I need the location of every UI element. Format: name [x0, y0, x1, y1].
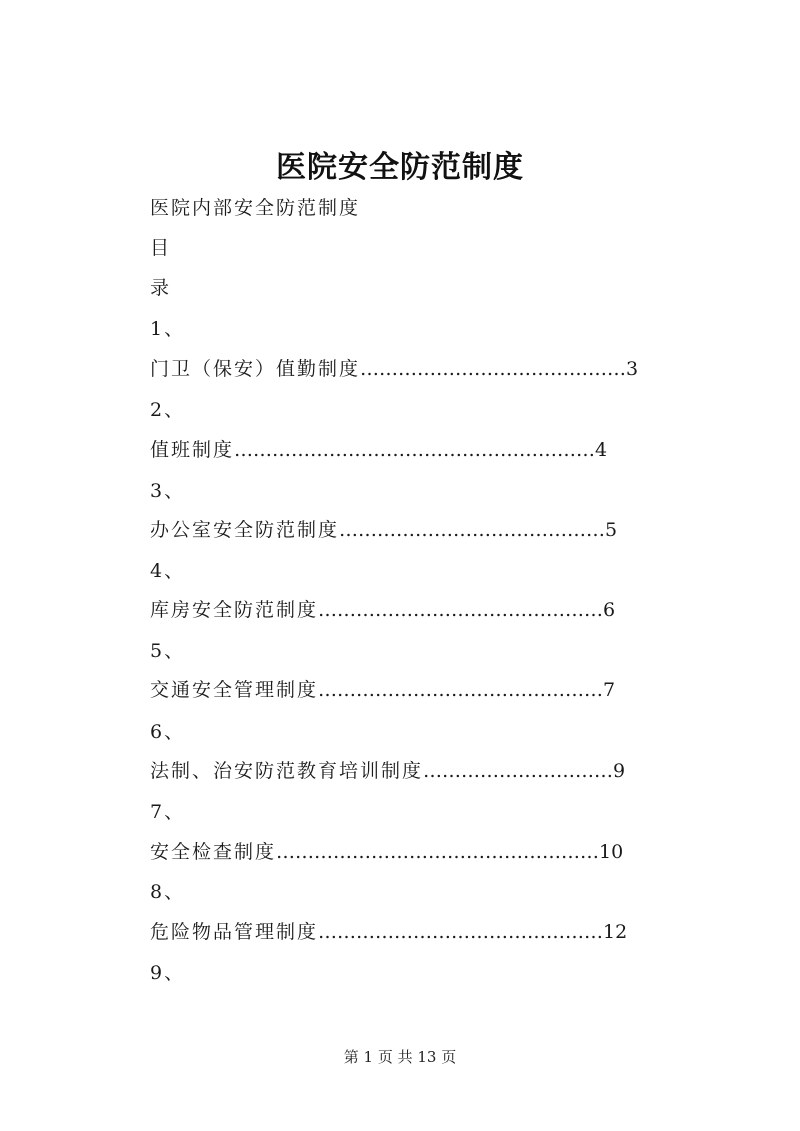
- toc-item-number: 8、: [150, 881, 186, 903]
- toc-entry-leader: ……………………………………………: [276, 841, 600, 863]
- toc-entry: [150, 598, 615, 622]
- toc-entry-label: 库房安全防范制度: [150, 599, 319, 621]
- toc-entry-leader: …………………………………………………: [234, 439, 596, 461]
- toc-entry: [150, 678, 615, 702]
- toc-entry-page: 4: [595, 439, 608, 461]
- toc-entry: [150, 920, 627, 944]
- toc-entry-page: 7: [603, 679, 616, 701]
- toc-item-number: 2、: [150, 399, 186, 421]
- toc-entry: [150, 357, 638, 381]
- toc-entry-leader: ………………………………………: [318, 921, 604, 943]
- toc-item-number: 5、: [150, 640, 186, 662]
- toc-entry-page: 12: [603, 921, 628, 943]
- toc-entry-leader: …………………………: [423, 760, 614, 782]
- page-footer: 第 1 页 共 13 页: [343, 1048, 457, 1066]
- toc-entry-leader: ……………………………………: [339, 519, 606, 541]
- toc-entry-page: 9: [613, 760, 626, 782]
- toc-entry-label: 法制、治安防范教育培训制度: [150, 760, 424, 782]
- toc-entry-leader: ………………………………………: [318, 599, 604, 621]
- toc-entry-page: 10: [599, 841, 624, 863]
- toc-entry-leader: ………………………………………: [318, 679, 604, 701]
- toc-entry: [150, 840, 623, 864]
- toc-entry-label: 交通安全管理制度: [150, 679, 319, 701]
- toc-entry-label: 安全检查制度: [150, 841, 277, 863]
- toc-entry-page: 3: [626, 358, 639, 380]
- toc-item-number: 9、: [150, 962, 186, 984]
- toc-item-number: 4、: [150, 560, 186, 582]
- toc-entry-label: 办公室安全防范制度: [150, 519, 340, 541]
- toc-entry-page: 5: [605, 519, 618, 541]
- document-subtitle: 医院内部安全防范制度: [150, 197, 361, 219]
- toc-entry-label: 危险物品管理制度: [150, 921, 319, 943]
- document-title: 医院安全防范制度: [276, 150, 524, 185]
- toc-entry-label: 值班制度: [150, 439, 235, 461]
- toc-entry-label: 门卫（保安）值勤制度: [150, 358, 361, 380]
- toc-item-number: 7、: [150, 801, 186, 823]
- toc-item-number: 3、: [150, 480, 186, 502]
- toc-item-number: 6、: [150, 721, 186, 743]
- toc-entry: [150, 438, 607, 462]
- toc-heading-line1: 目: [150, 237, 172, 259]
- toc-entry-leader: ……………………………………: [360, 358, 627, 380]
- toc-item-number: 1、: [150, 318, 186, 340]
- toc-entry-page: 6: [603, 599, 616, 621]
- toc-heading-line2: 录: [150, 277, 172, 299]
- toc-entry: [150, 759, 625, 783]
- toc-entry: [150, 518, 617, 542]
